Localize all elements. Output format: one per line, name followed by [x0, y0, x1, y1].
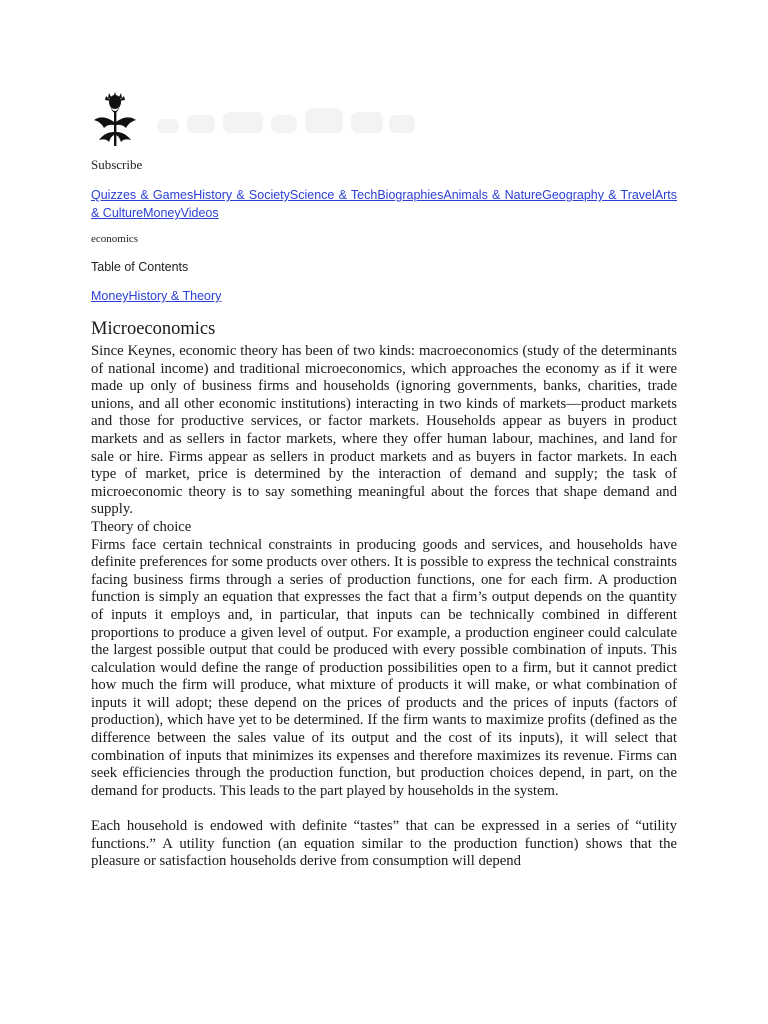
- article-body: [91, 343, 677, 871]
- nav-link-geography-travel[interactable]: Geography & Travel: [542, 188, 655, 202]
- subscribe-link[interactable]: Subscribe: [91, 157, 143, 172]
- site-logo[interactable]: [91, 92, 421, 150]
- topic-label: economics: [91, 233, 139, 245]
- nav-link-science-tech[interactable]: Science & Tech: [289, 188, 378, 202]
- section-subheading: Theory of choice: [91, 518, 192, 535]
- nav-link-videos[interactable]: Videos: [180, 206, 219, 220]
- article-paragraph: Firms face certain technical constraints in producing goods and services, and households have definite preferences for some products over others. It is possible to express the technical constraints facing business firms through a series of production functions, one for each firm. A production function is simply an equation that expresses the fact that a firm’s output depends on the quantity of inputs it employs and, in particular, that inputs can be technically combined in different proportions to produce a given level of output. For example, a production engineer could calculate the largest possible output that could be produced with every possible combination of inputs. This calculation would define the range of production possibilities open to a firm, but it cannot predict how much the firm will produce, what mixture of products it will make, or what combination of inputs it will adopt; these depend on the prices of products and the prices of inputs (factors of production), which have yet to be determined. If the firm wants to maximize profits (defined as the difference between the sales value of its output and the cost of its inputs), it will select that combination of inputs that minimizes its expenses and therefore maximizes its revenue. Firms can seek efficiencies through the production function, but production choices depend, in part, on the demand for products. This leads to the part played by households in the system.: [91, 536, 677, 799]
- breadcrumb: [91, 289, 221, 303]
- nav-link-money[interactable]: Money: [143, 206, 181, 220]
- paragraph-spacer: [91, 800, 677, 818]
- nav-link-history-society[interactable]: History & Society: [193, 188, 290, 202]
- nav-link-animals-nature[interactable]: Animals & Nature: [443, 188, 543, 202]
- nav-link-biographies[interactable]: Biographies: [377, 188, 444, 202]
- table-of-contents-label[interactable]: Table of Contents: [91, 260, 189, 274]
- britannica-thistle-logo: [91, 92, 421, 150]
- nav-link-quizzes-games[interactable]: Quizzes & Games: [91, 188, 194, 202]
- primary-nav: [91, 186, 677, 222]
- article-paragraph: Since Keynes, economic theory has been of two kinds: macroeconomics (study of the determinants of national income) and traditional microeconomics, which approaches the economy as if it were made up only of business firms and households (ignoring governments, banks, charities, trade unions, and all other economic institutions) interacting in two kinds of markets—product markets and those for productive services, or factor markets. Households appear as buyers in product markets and as sellers in factor markets, where they offer human labour, machines, and land for sale or hire. Firms appear as sellers in product markets and as buyers in factor markets. In each type of market, price is determined by the interaction of demand and supply; the task of microeconomic theory is to say something meaningful about the forces that shape demand and supply.: [91, 343, 677, 518]
- article-paragraph: Each household is endowed with definite “tastes” that can be expressed in a series of “utility functions.” A utility function (an equation similar to the production function) shows that the pleasure or satisfaction households derive from consumption will depend: [91, 818, 677, 870]
- breadcrumb-link-history-theory[interactable]: History & Theory: [128, 289, 222, 303]
- breadcrumb-link-money[interactable]: Money: [91, 289, 129, 303]
- article-title: Microeconomics: [91, 319, 216, 339]
- nav-link-arts-culture[interactable]: Arts & Culture: [91, 188, 678, 220]
